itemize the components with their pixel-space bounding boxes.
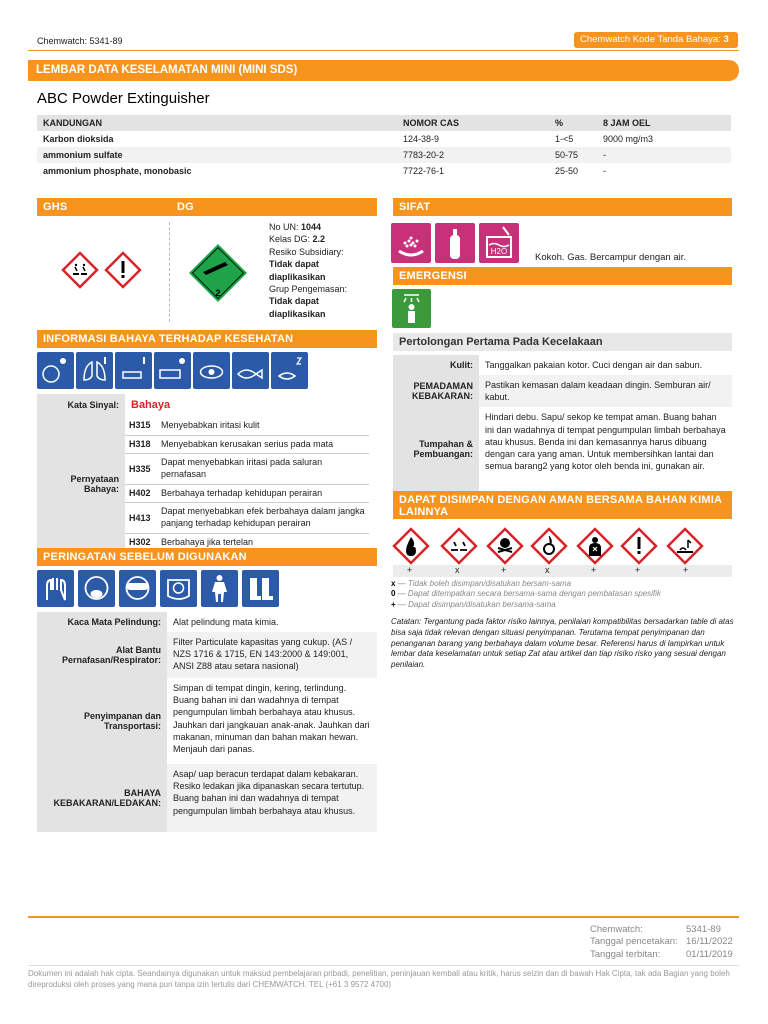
precaution-text: Filter Particulate kapasitas yang cukup. (AS / NZS 1716 & 1715, EN 143:2000 & 149:001, ANSI Z88 atau setara nasional) bbox=[167, 632, 377, 678]
first-aid-text: Pastikan kemasan dalam keadaan dingin. Semburan air/ kabut. bbox=[479, 375, 732, 407]
packgroup-label: Grup Pengemasan: bbox=[269, 284, 348, 295]
col-kandungan: KANDUNGAN bbox=[37, 115, 397, 131]
hazard-statement-row bbox=[125, 503, 369, 533]
oxidizer-icon bbox=[529, 526, 569, 566]
hazard-text: Menyebabkan kerusakan serius pada mata bbox=[161, 438, 334, 449]
precaution-text: Alat pelindung mata kimia. bbox=[173, 617, 279, 627]
hazard-code-badge bbox=[574, 32, 738, 48]
storage-mark: + bbox=[683, 565, 689, 575]
storage-bar bbox=[393, 491, 732, 519]
dg-info bbox=[269, 221, 374, 320]
respirator-icon bbox=[78, 570, 115, 607]
hazard-statement-row bbox=[125, 485, 369, 504]
header-divider bbox=[28, 50, 739, 51]
ghs-dg-divider bbox=[169, 222, 170, 322]
ingredient-name: ammonium sulfate bbox=[37, 147, 397, 163]
hazard-code: H402 bbox=[129, 487, 151, 498]
storage-marks-row bbox=[393, 565, 732, 577]
first-aid-row bbox=[393, 375, 732, 407]
dg-label: DG bbox=[177, 201, 194, 213]
subrisk-label: Resiko Subsidiary: bbox=[269, 246, 344, 257]
emergency-bar: EMERGENSI bbox=[393, 267, 732, 285]
corrosive-icon bbox=[439, 526, 479, 566]
col-cas: NOMOR CAS bbox=[397, 115, 549, 131]
chemwatch-id: Chemwatch: 5341-89 bbox=[37, 36, 123, 46]
storage-mark: + bbox=[407, 565, 413, 575]
precaution-text: Asap/ uap beracun terdapat dalam kebakaran. Resiko ledakan jika dipanaskan secara tertutup. Buang bahan ini dan wadahnya di tempat pengumpulan limbah berbahaya atau khusus. bbox=[167, 764, 377, 832]
first-aid-title: Pertolongan Pertama Pada Kecelakaan bbox=[399, 336, 603, 348]
col-percent: % bbox=[549, 115, 597, 131]
ghs-corrosion-icon bbox=[60, 250, 100, 290]
footer-label: Chemwatch: bbox=[590, 924, 643, 935]
toxic-face-icon bbox=[37, 352, 74, 389]
footer-info bbox=[590, 924, 738, 961]
ingredients-header-row bbox=[37, 115, 731, 131]
hazard-text: Menyebabkan iritasi kulit bbox=[161, 419, 260, 430]
precaution-row bbox=[37, 612, 377, 632]
sifat-text: Kokoh. Gas. Bercampur dengan air. bbox=[535, 252, 687, 263]
precaution-label: Kaca Mata Pelindung: bbox=[37, 612, 167, 632]
ingredient-oel: - bbox=[603, 166, 606, 176]
storage-mark: x bbox=[545, 565, 550, 575]
first-aid-label: Kulit: bbox=[393, 355, 479, 375]
doc-title-bar bbox=[28, 60, 739, 81]
powder-icon bbox=[391, 223, 431, 263]
first-aid-bar bbox=[393, 333, 732, 351]
ingredient-percent: 50-75 bbox=[549, 147, 597, 163]
hazard-text: Dapat menyebabkan iritasi pada saluran pernafasan bbox=[161, 457, 323, 479]
safety-shower-icon bbox=[392, 289, 431, 328]
hand-corrosion-icon bbox=[154, 352, 191, 389]
boots-icon bbox=[242, 570, 279, 607]
storage-note: Catatan: Tergantung pada faktor risiko lainnya, penilaian kompatibilitas bersadarkan table di atas bisa saja tidak relevan dengan situasi penyimpanan. Terutama tempat penyimpanan dan penanganan barang yang berbahaya dalam volume besar. Referensi harus di lampirkan untuk lembar data keselamatan untuk setiap Zat atau artikel dan tiap risiko risko yang sesuai dengan penilaian. bbox=[391, 617, 734, 670]
health-hazard-icon bbox=[575, 526, 615, 566]
ingredient-oel: - bbox=[597, 147, 731, 163]
protective-suit-icon bbox=[201, 570, 238, 607]
legend-symbol: x bbox=[391, 579, 396, 588]
table-row bbox=[37, 147, 731, 163]
hazard-code: H318 bbox=[129, 438, 151, 449]
storage-mark: x bbox=[455, 565, 460, 575]
ingredient-cas: 7783-20-2 bbox=[397, 147, 549, 163]
ingredients-table bbox=[37, 115, 731, 179]
aquatic-chronic-icon bbox=[271, 352, 308, 389]
water-miscible-icon bbox=[479, 223, 519, 263]
ingredient-percent: 25-50 bbox=[555, 166, 579, 176]
face-shield-icon bbox=[160, 570, 197, 607]
hazard-text: Berbahaya jika tertelan bbox=[161, 536, 254, 547]
h2o-label: H2O bbox=[490, 247, 508, 256]
footer-value: 16/11/2022 bbox=[686, 936, 733, 948]
hand-skin-icon bbox=[115, 352, 152, 389]
legend-text: — Tidak boleh disimpan/disatukan bersam-sama bbox=[395, 579, 572, 588]
ghs-exclamation-icon bbox=[103, 250, 143, 290]
first-aid-row bbox=[393, 355, 732, 375]
hazard-table bbox=[37, 394, 377, 551]
storage-mark: + bbox=[635, 565, 641, 575]
first-aid-text: Tanggalkan pakaian kotor. Cuci dengan air dan sabun. bbox=[485, 360, 703, 370]
first-aid-label: Tumpahan & Pembuangan: bbox=[393, 407, 479, 491]
hazard-code-label: Chemwatch Kode Tanda Bahaya: bbox=[580, 34, 724, 45]
first-aid-row bbox=[393, 407, 732, 491]
skull-crossbones-icon bbox=[485, 526, 525, 566]
storage-title: DAPAT DISIMPAN DENGAN AMAN BERSAMA BAHAN KIMIA LAINNYA bbox=[399, 494, 722, 519]
ingredient-oel: 9000 mg/m3 bbox=[603, 134, 654, 144]
footer-label: Tanggal terbitan: bbox=[590, 948, 661, 960]
legend-symbol: + bbox=[391, 599, 396, 609]
ingredient-cas: 7722-76-1 bbox=[403, 166, 445, 176]
precaution-label: Alat Bantu Pernafasan/Respirator: bbox=[37, 632, 167, 678]
footer-value: 01/11/2019 bbox=[686, 948, 733, 960]
footer-label: Tanggal pencetakan: bbox=[590, 936, 678, 948]
ghs-dg-bar bbox=[37, 198, 377, 216]
hazard-code: H335 bbox=[129, 463, 151, 474]
precautions-bar: PERINGATAN SEBELUM DIGUNAKAN bbox=[37, 548, 377, 566]
un-value: 1044 bbox=[301, 222, 322, 232]
lungs-icon bbox=[76, 352, 113, 389]
hazard-statements-label: Pernyataan Bahaya: bbox=[37, 417, 125, 552]
precaution-text: Simpan di tempat dingin, kering, terlindung. Buang bahan ini dan wadahnya di tempat pengumpulan limbah berbahaya atau khusus. Jauhkan dari jangkauan anak-anak. Jauhkan dari makanan, minuman dan bahan makan hewan. Menjauh dari panas. bbox=[173, 683, 370, 754]
first-aid-label: PEMADAMAN KEBAKARAN: bbox=[393, 375, 479, 407]
storage-legend bbox=[391, 579, 731, 610]
precaution-row bbox=[37, 632, 377, 678]
dg-class-label: Kelas DG: bbox=[269, 234, 313, 245]
storage-mark: + bbox=[591, 565, 597, 575]
precaution-label: BAHAYA KEBAKARAN/LEDAKAN: bbox=[37, 764, 167, 832]
storage-mark: + bbox=[501, 565, 507, 575]
sifat-bar: SIFAT bbox=[393, 198, 732, 216]
gloves-icon bbox=[37, 570, 74, 607]
ghs-label: GHS bbox=[43, 201, 68, 213]
first-aid-table bbox=[393, 355, 732, 491]
footer-value: 5341-89 bbox=[686, 924, 721, 935]
un-label: No UN: bbox=[269, 222, 302, 232]
hazard-text: Dapat menyebabkan efek berbahaya dalam jangka panjang terhadap kehidupan perairan bbox=[161, 506, 365, 528]
precaution-row bbox=[37, 678, 377, 764]
environment-icon bbox=[665, 526, 705, 566]
flammable-icon bbox=[391, 526, 431, 566]
goggles-icon bbox=[119, 570, 156, 607]
dg-class-2-diamond-icon bbox=[183, 238, 253, 308]
hazard-statement-row bbox=[125, 417, 369, 436]
health-bar: INFORMASI BAHAYA TERHADAP KESEHATAN bbox=[37, 330, 377, 348]
eye-icon bbox=[193, 352, 230, 389]
first-aid-text: Hindari debu. Sapu/ sekop ke tempat aman. Buang bahan ini dan wadahnya di tempat pengumpulan limbah berbahaya atau khusus. Benda ini dan kemasannya harus dibuang dengan cara yang aman. Untuk membersihkan lantai dan semua barang2 yang kotor oleh benda ini, gunakan air. bbox=[485, 412, 726, 471]
table-row bbox=[37, 131, 731, 147]
precaution-row bbox=[37, 764, 377, 832]
packgroup-value: Tidak dapat diaplikasikan bbox=[269, 296, 326, 319]
legend-text: — Dapat disimpan/disatukan bersama-sama bbox=[395, 599, 556, 609]
footer-divider bbox=[28, 916, 739, 918]
signal-word-label: Kata Sinyal: bbox=[37, 394, 125, 417]
hazard-code-value: 3 bbox=[723, 34, 729, 45]
hazard-statement-row bbox=[125, 454, 369, 484]
gas-cylinder-icon bbox=[435, 223, 475, 263]
exclamation-icon bbox=[619, 526, 659, 566]
hazard-code: H315 bbox=[129, 419, 151, 430]
ingredient-name: Karbon dioksida bbox=[43, 134, 114, 144]
precaution-label: Penyimpanan dan Transportasi: bbox=[37, 678, 167, 764]
dg-class-number: 2 bbox=[215, 288, 221, 298]
product-name: ABC Powder Extinguisher bbox=[37, 90, 210, 107]
signal-word-value: Bahaya bbox=[131, 399, 171, 411]
ingredient-percent: 1-<5 bbox=[555, 134, 574, 144]
hazard-code: H302 bbox=[129, 536, 151, 547]
precautions-table bbox=[37, 612, 377, 832]
footer-thin-divider bbox=[28, 965, 739, 966]
legend-symbol: 0 bbox=[391, 589, 396, 599]
hazard-statement-row bbox=[125, 436, 369, 455]
subrisk-value: Tidak dapat diaplikasikan bbox=[269, 259, 326, 282]
hazard-text: Berbahaya terhadap kehidupan perairan bbox=[161, 487, 323, 498]
hazard-code: H413 bbox=[129, 512, 151, 523]
ingredient-cas: 124-38-9 bbox=[403, 134, 440, 144]
fish-icon bbox=[232, 352, 269, 389]
ingredient-name: ammonium phosphate, monobasic bbox=[43, 166, 192, 176]
table-row bbox=[37, 163, 731, 179]
col-oel: 8 JAM OEL bbox=[597, 115, 731, 131]
legend-text: — Dapat ditempatkan secara bersama-sama dengan pembatasan spesifik bbox=[395, 589, 661, 599]
doc-title: LEMBAR DATA KESELAMATAN MINI (MINI SDS) bbox=[36, 64, 298, 76]
dg-class-value: 2.2 bbox=[312, 234, 326, 245]
copyright-text: Dokumen ini adalah hak cipta. Seandainya digunakan untuk maksud pembelajaran pribadi, penelitian, peninjauan kembali atau kritik, harus seizin dan di bawah Hak Cipta, tak ada Bagian yang boleh direproduksi oleh proses yang mana pun tanpa izin tertulis dari CHEMWATCH. TEL (+61 3 9572 4700) bbox=[28, 969, 730, 989]
storage-pictograms bbox=[389, 524, 734, 566]
